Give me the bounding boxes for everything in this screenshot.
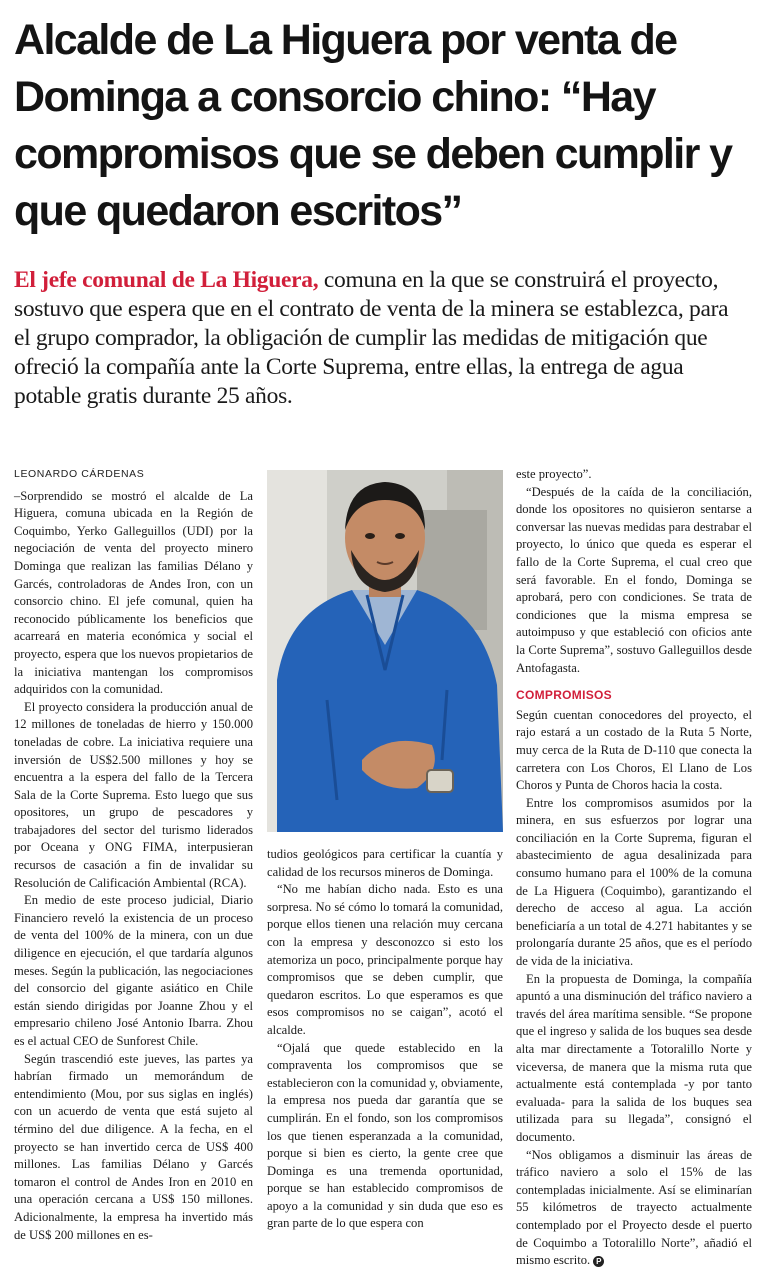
paragraph: –Sorprendido se mostró el alcalde de La Higuera, comuna ubicada en la Región de Coquimbo, Yerko Galleguillos (UDI) por la negociación de venta del proyecto minero Dominga que realizan las familias Délano y Garcés, controladoras de Andes Iron, con un consorcio chino. El jefe comunal, quien ha reconocido públicamente los beneficios que acarreará en materia económica y social el proyecto, espera que los nuevos propietarios de la iniciativa mantengan los compromisos adquiridos con la comunidad. (14, 488, 253, 697)
paragraph: Entre los compromisos asumidos por la minera, en sus esfuerzos por lograr una conciliación en la Corte Suprema, figuran el abastecimiento de agua desalinizada para consumo humano para el 100% de la comuna de La Higuera (Coquimbo), garantizando el derecho de acceso al agua. La acción beneficiaría a un total de 4.271 habitantes y se prolongaría durante 25 años, que es el período de vida de la iniciativa. (516, 795, 752, 969)
column-3 (516, 466, 752, 1270)
end-mark-icon: P (593, 1256, 604, 1267)
article-lead (14, 266, 750, 411)
paragraph: En medio de este proceso judicial, Diario Financiero reveló la existencia de un proceso de venta del 100% de la minera, con un due diligence en ejecución, el que tardaría algunos meses. Según la publicación, las negociaciones del consorcio del gigante asiático en Chile están siendo dirigidas por Joanne Zhou y el empresario chileno José Antonio Ibarra. Zhou es el actual CEO de Sunforest Chile. (14, 893, 253, 1048)
paragraph: “No me habían dicho nada. Esto es una sorpresa. No sé cómo lo tomará la comunidad, porque ellos tienen una relación muy cercana con la empresa y desconozco si esto los atemoriza un poco, principalmente porque hay compromisos que se deben cumplir, que quedaron escritos. Lo que esperamos es que esos compromisos no se caigan”, acotó el alcalde. (267, 882, 503, 1037)
paragraph: tudios geológicos para certificar la cuantía y calidad de los recursos mineros de Dominga. (267, 847, 503, 879)
paragraph: Según cuentan conocedores del proyecto, el rajo estará a un costado de la Ruta 5 Norte, muy cerca de la Ruta de D-110 que conecta la carretera con Los Choros, El Llano de Los Choros y Punta de Choros hacia la costa. (516, 707, 752, 793)
paragraph: En la propuesta de Dominga, la compañía apuntó a una disminución del tráfico naviero a través del área marítima sensible. “Se propone que el ingreso y salida de los buques sea desde alta mar directamente a Totoralillo Norte y viceversa, de manera que la misma ruta que actualmente está contemplada -y por tanto evaluada- para la salida de los buques sea utilizada para su llegada”, consignó el documento. (516, 971, 752, 1144)
byline: LEONARDO CÁRDENAS (14, 468, 145, 480)
paragraph: El proyecto considera la producción anual de 12 millones de toneladas de hierro y 150.000 toneladas de cobre. La iniciativa requiere una inversión de US$2.500 millones y hoy se encuentra a la espera del fallo de la Tercera Sala de la Corte Suprema. Esto luego que sus opositores, un grupo de pescadores y trabajadores del sector del turismo liderados por Oceana y ONG FIMA, interpusieran recursos de casación a fin de invalidar su Resolución de Calificación Ambiental (RCA). (14, 699, 253, 890)
paragraph (516, 1147, 752, 1270)
paragraph-text: “Nos obligamos a disminuir las áreas de tráfico naviero a solo el 15% de las contempladas inicialmente. Así se eliminarían 55 kilómetros de trayecto actualmente contemplado por el Proyecto desde el puerto de Coquimbo a Totoralillo Norte”, añadió el mismo escrito. (516, 1147, 752, 1268)
paragraph: “Después de la caída de la conciliación, donde los opositores no quisieron sentarse a conversar las nuevas medidas para destrabar el proyecto, lo único que queda es esperar el fallo de la Corte Suprema, el cual creo que será favorable. En el fondo, Dominga se aprobará, pero con condiciones. Se trata de condiciones que la misma empresa se autoimpuso y que estableció con oficios ante la Corte Suprema”, sostuvo Galleguillos desde Antofagasta. (516, 484, 752, 675)
mayor-photo (267, 470, 503, 832)
column-1 (14, 466, 253, 1244)
paragraph: este proyecto”. (516, 467, 592, 481)
paragraph: Según trascendió este jueves, las partes ya habrían firmado un memorándum de entendimiento (Mou, por sus siglas en inglés) con un acuerdo de venta que está sujeto al término del due diligence. A la fecha, en el proyecto se han invertido cerca de US$ 400 millones. Las familias Délano y Garcés tomaron el control de Andes Iron en 2010 en una operación cercana a US$ 150 millones. Adicionalmente, la empresa ha invertido más de US$ 200 millones en es- (14, 1051, 253, 1242)
article-headline: Alcalde de La Higuera por venta de Dominga a consorcio chino: “Hay compromisos que se deben cumplir y que quedaron escritos” (14, 16, 732, 235)
paragraph: “Ojalá que quede establecido en la compraventa los compromisos que se establecieron con la comunidad y, obviamente, la empresa nos pueda dar garantía que se cumplirán. En el fondo, son los compromisos los que tienen esperanzada a la comunidad, porque si bien es cierto, la gente cree que Dominga es una tremenda oportunidad, porque se han establecido compromisos de apoyo a la comunidad y sin duda que eso es gran parte de lo que espera con (267, 1040, 503, 1231)
lead-highlight: El jefe comunal de La Higuera, (14, 267, 319, 293)
lead-text: comuna en la que se construirá el proyecto, sostuvo que espera que en el contrato de venta de la minera se establezca, para el grupo comprador, la obligación de cumplir las medidas de mitigación que ofreció la compañía ante la Corte Suprema, entre ellas, la entrega de agua potable gratis durante 25 años. (14, 267, 729, 409)
section-subhead: COMPROMISOS (516, 688, 612, 703)
column-2 (267, 846, 503, 1233)
portrait-illustration (267, 470, 503, 832)
